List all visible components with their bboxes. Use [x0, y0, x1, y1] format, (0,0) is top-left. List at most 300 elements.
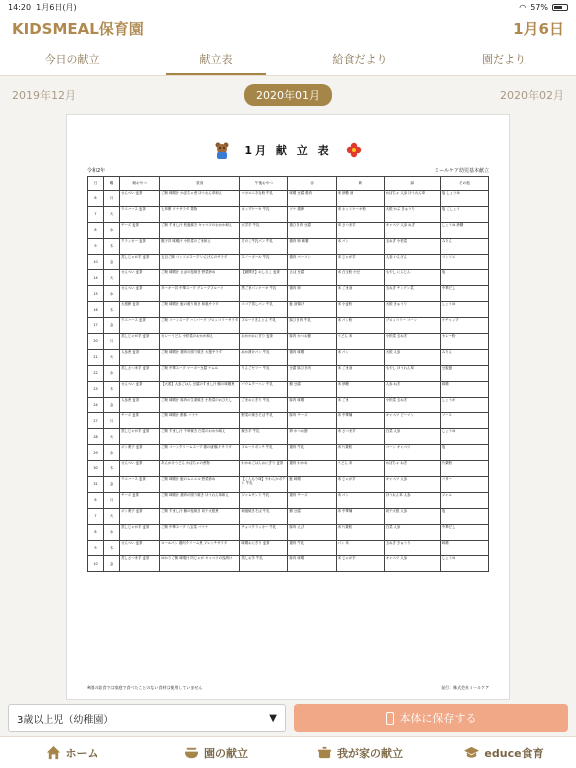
tab-today-menu[interactable]: 今日の献立	[44, 52, 100, 66]
cell-green: もやし ほうれん草	[384, 365, 440, 381]
cell-am-snack: せんべい 麦茶	[120, 540, 160, 556]
cell-other: 塩 こしょう	[440, 206, 488, 222]
cell-red: 鯖 豆腐	[288, 508, 336, 524]
cell-am-snack: せんべい 麦茶	[120, 270, 160, 286]
table-row	[88, 540, 489, 556]
col-green: 緑	[384, 177, 440, 191]
cell-am-snack: ボン菓子 麦茶	[120, 445, 160, 461]
cell-lunch: ご飯 コーンクリームスープ 鶏の唐揚げ サラダ	[160, 445, 240, 461]
table-row	[88, 429, 489, 445]
cell-red: 鶏肉 牛乳	[288, 445, 336, 461]
cell-am-snack: 蒸しじゃが芋 麦茶	[120, 524, 160, 540]
cell-lunch: ご飯 すまし汁 松風焼き キャベツのおかか和え	[160, 222, 240, 238]
month-selector	[0, 76, 576, 114]
cell-green: かぼちゃ 人参 ほうれん草	[384, 191, 440, 207]
cell-yellow: 米 パン	[336, 238, 384, 254]
cell-red: 鶏肉 牛乳	[288, 540, 336, 556]
battery-icon	[552, 4, 568, 11]
table-row	[88, 508, 489, 524]
cell-lunch: 五目ご飯 コンソメスープ いんげんのサラダ	[160, 254, 240, 270]
table-row	[88, 222, 489, 238]
cell-weekday: 水	[104, 524, 120, 540]
table-row	[88, 286, 489, 302]
cell-red: 鯖 豆腐	[288, 381, 336, 397]
cell-am-snack: クラッカー 麦茶	[120, 238, 160, 254]
cell-lunch: ロールパン 鶏肉クリーム煮 フレンチサラダ	[160, 540, 240, 556]
cell-weekday: 火	[104, 429, 120, 445]
cell-pm-snack: りんごゼリー 牛乳	[240, 365, 288, 381]
document-footer	[87, 685, 489, 691]
cell-other: しょうゆ	[440, 302, 488, 318]
cell-yellow: うどん 米	[336, 334, 384, 350]
cell-red: ツナ 鶏卵	[288, 206, 336, 222]
cell-other: みりん	[440, 349, 488, 365]
app-bar	[0, 14, 576, 42]
cell-yellow: 米 ごま	[336, 397, 384, 413]
cell-other: 中華だし	[440, 524, 488, 540]
cell-pm-snack: ごまおにぎり 牛乳	[240, 397, 288, 413]
cell-yellow: 米 砂糖 油	[336, 191, 384, 207]
cell-weekday: 木	[104, 381, 120, 397]
table-row	[88, 413, 489, 429]
table-row	[88, 238, 489, 254]
cell-pm-snack: 焼き芋 牛乳	[240, 429, 288, 445]
status-bar	[0, 0, 576, 14]
col-day: 日	[88, 177, 104, 191]
cell-red: 豚肉 チーズ	[288, 413, 336, 429]
cell-other: 豆板醤	[440, 365, 488, 381]
dropdown-arrow-icon: ▼	[269, 712, 277, 724]
next-month[interactable]: 2020年02月	[500, 89, 564, 102]
status-day: 1月6日(月)	[36, 2, 77, 12]
cell-weekday: 金	[104, 397, 120, 413]
table-row	[88, 556, 489, 572]
cell-lunch: ご飯 味噌汁 かぼちゃ煮 ほうれん草和え	[160, 191, 240, 207]
cell-yellow: パン 米	[336, 540, 384, 556]
table-row	[88, 334, 489, 350]
table-row	[88, 270, 489, 286]
publisher-label: ミールケア幼児基本献立	[434, 168, 489, 174]
document-meta	[87, 167, 489, 174]
cell-weekday: 火	[104, 349, 120, 365]
cell-other: カレー粉	[440, 334, 488, 350]
cell-yellow: 米 じゃが芋	[336, 556, 384, 572]
cell-pm-snack: おかかおにぎり 麦茶	[240, 334, 288, 350]
cell-lunch: ご飯 コーンスープ ハンバーグ ブロッコリーサラダ	[160, 318, 240, 334]
cell-weekday: 木	[104, 238, 120, 254]
cell-weekday: 木	[104, 540, 120, 556]
cell-day: 20	[88, 334, 104, 350]
cell-other: 味噌	[440, 381, 488, 397]
cell-lunch: 【大寒】人参ごはん 豆腐のすまし汁 鯖の味噌煮	[160, 381, 240, 397]
cell-red: 鶏肉 わかめ	[288, 461, 336, 477]
cell-day: 6	[88, 191, 104, 207]
cell-lunch: ご飯 中華スープ 八宝菜 バナナ	[160, 524, 240, 540]
cell-am-snack: せんべい 麦茶	[120, 191, 160, 207]
cell-day: 6	[88, 492, 104, 508]
cell-green: 大根 かぶ きゅうり	[384, 206, 440, 222]
cell-other: みりん	[440, 238, 488, 254]
cell-lunch: ご飯 中華スープ マーボー豆腐 ナムル	[160, 365, 240, 381]
cell-yellow: 米 砂糖	[336, 381, 384, 397]
cell-lunch: カレーうどん 小松菜のおかか和え	[160, 334, 240, 350]
cell-other: 片栗粉	[440, 461, 488, 477]
save-to-device-button[interactable]	[294, 704, 568, 732]
table-row	[88, 445, 489, 461]
cell-green: 玉ねぎ チンゲン菜	[384, 286, 440, 302]
cell-other: しょうゆ 砂糖	[440, 222, 488, 238]
cell-am-snack: 蒸しじゃが芋 麦茶	[120, 254, 160, 270]
table-row	[88, 397, 489, 413]
cell-day: 8	[88, 222, 104, 238]
cell-am-snack: 蒸しじゃが芋 麦茶	[120, 334, 160, 350]
cell-am-snack: ウエハース 麦茶	[120, 318, 160, 334]
cell-yellow: 米 パン	[336, 492, 384, 508]
cell-pm-snack: 蒸しお芋 牛乳	[240, 556, 288, 572]
cell-red: 豚ひき肉 牛乳	[288, 318, 336, 334]
table-row	[88, 461, 489, 477]
cell-green: かぼちゃ ねぎ	[384, 461, 440, 477]
cell-red: 鶏肉 卵 味噌	[288, 238, 336, 254]
cell-red: 鶏肉 チーズ	[288, 492, 336, 508]
cell-green: 大根 きゅうり	[384, 302, 440, 318]
cell-yellow: 米 パン粉	[336, 318, 384, 334]
cell-green: ほうれん草 人参	[384, 492, 440, 508]
cell-weekday: 水	[104, 365, 120, 381]
table-row	[88, 318, 489, 334]
cell-am-snack: チーズ 麦茶	[120, 222, 160, 238]
cell-green: 白菜 人参	[384, 524, 440, 540]
cell-day: 7	[88, 206, 104, 222]
cell-pm-snack: わかめごはんおにぎり 麦茶	[240, 461, 288, 477]
cell-pm-snack: 黒ごまパンケーキ 牛乳	[240, 286, 288, 302]
nav-school-menu-label: 園の献立	[204, 746, 248, 760]
cell-weekday: 火	[104, 270, 120, 286]
nav-school-menu[interactable]	[144, 737, 288, 768]
phone-icon	[386, 712, 394, 725]
cell-yellow: 米 中華麺	[336, 413, 384, 429]
cell-day: 9	[88, 540, 104, 556]
cell-weekday: 木	[104, 461, 120, 477]
cell-am-snack: 蒸しさつま芋 麦茶	[120, 556, 160, 572]
cell-am-snack: 人参煮 麦茶	[120, 349, 160, 365]
cell-yellow: 米 さつま芋	[336, 222, 384, 238]
cell-am-snack: せんべい 麦茶	[120, 461, 160, 477]
cell-other: コンソメ	[440, 254, 488, 270]
cell-lunch: ゆかりご飯 味噌汁 肉じゃが キャベツの浅漬け	[160, 556, 240, 572]
col-yellow: 黄	[336, 177, 384, 191]
cell-pm-snack: フルーツポンチ 牛乳	[240, 445, 288, 461]
table-row	[88, 524, 489, 540]
table-row	[88, 349, 489, 365]
age-group-select[interactable]	[8, 704, 286, 732]
cell-day: 23	[88, 381, 104, 397]
cell-weekday: 水	[104, 286, 120, 302]
nav-home-menu[interactable]	[288, 737, 432, 768]
cell-pm-snack: 大学芋 牛乳	[240, 222, 288, 238]
cell-yellow: 米 白玉粉 小豆	[336, 270, 384, 286]
menu-table	[87, 176, 489, 572]
cell-red: 鶏肉 ベーコン	[288, 254, 336, 270]
tab-school-letter[interactable]: 園だより	[482, 52, 526, 66]
cell-green: 大根 人参	[384, 349, 440, 365]
home-icon	[46, 745, 61, 760]
cell-red: 味噌 豆腐 鶏肉	[288, 191, 336, 207]
cell-lunch: 親子丼 味噌汁 小松菜のごま和え	[160, 238, 240, 254]
nav-home[interactable]	[0, 737, 144, 768]
cell-pm-snack: カップケーキ 牛乳	[240, 206, 288, 222]
cell-weekday: 月	[104, 334, 120, 350]
cell-other: 塩	[440, 270, 488, 286]
age-group-value: 3歳以上児（幼稚園）	[17, 714, 114, 726]
cell-green: キャベツ 人参	[384, 556, 440, 572]
cell-green: キャベツ ピーマン	[384, 413, 440, 429]
cell-pm-snack: 野菜の焼きそば 牛乳	[240, 413, 288, 429]
nav-educe-label: educe食育	[484, 746, 544, 760]
era-label: 令和2年	[87, 168, 106, 174]
flower-icon	[346, 142, 362, 158]
cell-other: しょうゆ	[440, 556, 488, 572]
cell-green: 切干大根 人参	[384, 508, 440, 524]
cell-day: 8	[88, 524, 104, 540]
cell-weekday: 水	[104, 445, 120, 461]
bowl-icon	[184, 745, 199, 760]
col-red: 赤	[288, 177, 336, 191]
cell-am-snack: チーズ 麦茶	[120, 413, 160, 429]
cell-other: バター	[440, 477, 488, 493]
nav-home-label: ホーム	[65, 746, 99, 760]
cell-other: ジャム	[440, 492, 488, 508]
cell-day: 24	[88, 397, 104, 413]
cell-lunch: ご飯 すまし汁 鯖の塩焼き 切干大根煮	[160, 508, 240, 524]
cell-red: 豚肉 かつお節	[288, 334, 336, 350]
cell-other: 塩	[440, 445, 488, 461]
cell-weekday: 金	[104, 254, 120, 270]
cell-red: 豆腐 豚ひき肉	[288, 365, 336, 381]
table-header-row	[88, 177, 489, 191]
cell-lunch: 七草粥 ツナサラダ 果物	[160, 206, 240, 222]
cell-other: しょうが	[440, 397, 488, 413]
cell-day: 15	[88, 286, 104, 302]
cell-green: 玉ねぎ きゅうり	[384, 540, 440, 556]
table-row	[88, 381, 489, 397]
cell-red: 鮭 油揚げ	[288, 302, 336, 318]
cell-am-snack: チーズ 麦茶	[120, 492, 160, 508]
cell-red: さば 豆腐	[288, 270, 336, 286]
cell-pm-snack: フルーツきんとん 牛乳	[240, 318, 288, 334]
cell-green: ブロッコリー コーン	[384, 318, 440, 334]
cell-weekday: 水	[104, 222, 120, 238]
cell-am-snack: ボン菓子 麦茶	[120, 508, 160, 524]
cell-red: 豚肉 味噌	[288, 397, 336, 413]
cell-green: キャベツ 人参 ねぎ	[384, 222, 440, 238]
cell-lunch: ターキー丼 中華スープ グレープフルーツ	[160, 286, 240, 302]
cell-pm-snack: 【こんもり味】やわらかポテト 牛乳	[240, 477, 288, 493]
cell-yellow: 米 さつま芋	[336, 429, 384, 445]
cell-pm-snack: 【鏡開き】おしるこ 麦茶	[240, 270, 288, 286]
cell-pm-snack: 味噌おにぎり 麦茶	[240, 540, 288, 556]
cell-pm-snack: ココア蒸しパン 牛乳	[240, 302, 288, 318]
cell-pm-snack: 和風焼きそば 牛乳	[240, 508, 288, 524]
cell-pm-snack: ぬか漬けパン 牛乳	[240, 349, 288, 365]
cell-yellow: うどん 米	[336, 461, 384, 477]
cell-day: 14	[88, 270, 104, 286]
cell-red: 鶏肉 卵	[288, 286, 336, 302]
table-row	[88, 477, 489, 493]
tab-menu-table[interactable]: 献立表	[144, 42, 288, 75]
cell-weekday: 金	[104, 318, 120, 334]
document-viewer[interactable]	[0, 114, 576, 700]
cell-pm-snack: ジャムサンド 牛乳	[240, 492, 288, 508]
cell-weekday: 木	[104, 302, 120, 318]
cell-day: 7	[88, 508, 104, 524]
cell-yellow: 米 じゃが芋	[336, 477, 384, 493]
cell-red: 鶏ひき肉 豆腐	[288, 222, 336, 238]
save-label: 本体に保存する	[399, 712, 477, 725]
cell-am-snack: ウエハース 麦茶	[120, 477, 160, 493]
company-label: 発行：株式会社ミールケア	[441, 685, 489, 690]
cell-lunch: ご飯 味噌汁 さばの塩焼き 野菜炒め	[160, 270, 240, 286]
cell-green: 人参 ねぎ	[384, 381, 440, 397]
cell-day: 22	[88, 365, 104, 381]
tab-lunch-letter[interactable]: 給食だより	[332, 52, 388, 66]
cell-red: 鶏肉 味噌	[288, 349, 336, 365]
cell-yellow: 米 ごま油	[336, 365, 384, 381]
cell-other: ソース	[440, 413, 488, 429]
cell-lunch: あんかけうどん かぼちゃの煮物	[160, 461, 240, 477]
cell-green: 白菜 人参	[384, 429, 440, 445]
cell-other: 味噌	[440, 540, 488, 556]
tab-bar	[0, 42, 576, 76]
cell-lunch: ご飯 味噌汁 酢豚 バナナ	[160, 413, 240, 429]
cell-pm-snack: バウムクーヘン 牛乳	[240, 381, 288, 397]
graduation-cap-icon	[464, 745, 479, 760]
document-title: 1月 献 立 表	[244, 144, 332, 157]
cell-red: 豚肉 えび	[288, 524, 336, 540]
cell-yellow: 米 小麦粉	[336, 302, 384, 318]
cell-green: もやし にんじん	[384, 270, 440, 286]
cell-other: 塩 しょうゆ	[440, 191, 488, 207]
cell-weekday: 火	[104, 206, 120, 222]
nav-home-menu-label: 我が家の献立	[337, 746, 403, 760]
cell-pm-snack: スノーボール 牛乳	[240, 254, 288, 270]
cell-lunch: ご飯 味噌汁 鶏肉の照り焼き ほうれん草和え	[160, 492, 240, 508]
cell-other: 塩	[440, 508, 488, 524]
cell-am-snack: 蒸しじゃが芋 麦茶	[120, 429, 160, 445]
wifi-icon: ◠	[519, 2, 527, 12]
col-other: その他	[440, 177, 488, 191]
table-row	[88, 302, 489, 318]
cell-weekday: 月	[104, 492, 120, 508]
table-row	[88, 365, 489, 381]
cell-lunch: ご飯 味噌汁 豚肉の生姜焼き 小松菜のおひたし	[160, 397, 240, 413]
cell-day: 31	[88, 477, 104, 493]
cell-pm-snack: チョコクラッカー 牛乳	[240, 524, 288, 540]
cell-am-snack: 蒸しさつま芋 麦茶	[120, 365, 160, 381]
col-pm-snack: 午後おやつ	[240, 177, 288, 191]
prev-month[interactable]: 2019年12月	[12, 89, 76, 102]
pot-icon	[317, 745, 332, 760]
action-bar	[0, 700, 576, 736]
bear-icon	[214, 141, 230, 159]
cell-am-snack: せんべい 麦茶	[120, 381, 160, 397]
cell-lunch: ご飯 味噌汁 鮭のムニエル 野菜炒め	[160, 477, 240, 493]
cell-am-snack: ウエハース 麦茶	[120, 206, 160, 222]
cell-am-snack: せんべい 麦茶	[120, 286, 160, 302]
cell-weekday: 月	[104, 413, 120, 429]
cell-day: 30	[88, 461, 104, 477]
cell-yellow: 米 パン	[336, 349, 384, 365]
app-title: KIDSMEAL保育園	[12, 19, 144, 38]
cell-day: 21	[88, 349, 104, 365]
cell-day: 9	[88, 238, 104, 254]
cell-lunch: ご飯 味噌汁 鶏肉の照り焼き 大根サラダ	[160, 349, 240, 365]
cell-yellow: 米 片栗粉	[336, 524, 384, 540]
col-lunch: 昼食	[160, 177, 240, 191]
cell-day: 17	[88, 318, 104, 334]
nav-educe[interactable]	[432, 737, 576, 768]
cell-pm-snack: そのこ牛乳パン 牛乳	[240, 238, 288, 254]
cell-day: 10	[88, 556, 104, 572]
cell-green: キャベツ 人参	[384, 477, 440, 493]
cell-green: コーン キャベツ	[384, 445, 440, 461]
cell-yellow: 米 片栗粉	[336, 445, 384, 461]
cell-day: 16	[88, 302, 104, 318]
current-month: 2020年01月	[244, 84, 332, 106]
bottom-nav	[0, 736, 576, 768]
cell-yellow: 米 ホットケーキ粉	[336, 206, 384, 222]
cell-weekday: 金	[104, 477, 120, 493]
table-row	[88, 254, 489, 270]
cell-weekday: 月	[104, 191, 120, 207]
cell-other: しょうゆ	[440, 429, 488, 445]
menu-document	[66, 114, 510, 700]
battery-percent: 57%	[530, 2, 548, 12]
cell-day: 28	[88, 429, 104, 445]
cell-yellow: 米 じゃが芋	[336, 254, 384, 270]
menu-table-body	[88, 191, 489, 572]
cell-day: 10	[88, 254, 104, 270]
cell-weekday: 火	[104, 508, 120, 524]
cell-red: 鮭 味噌	[288, 477, 336, 493]
table-row	[88, 206, 489, 222]
document-header	[87, 139, 489, 161]
table-row	[88, 191, 489, 207]
cell-am-snack: 人参煮 麦茶	[120, 397, 160, 413]
cell-other: 中華だし	[440, 286, 488, 302]
cell-green: 小松菜 玉ねぎ	[384, 397, 440, 413]
cell-pm-snack: マカロニきな粉 牛乳	[240, 191, 288, 207]
app-date: 1月6日	[513, 19, 564, 38]
table-row	[88, 492, 489, 508]
cell-green: 小松菜 玉ねぎ	[384, 334, 440, 350]
cell-red: 卵 かつお節	[288, 429, 336, 445]
cell-am-snack: 大根餅 麦茶	[120, 302, 160, 318]
col-am-snack: 朝おやつ	[120, 177, 160, 191]
cell-green: 玉ねぎ 小松菜	[384, 238, 440, 254]
cell-day: 29	[88, 445, 104, 461]
cell-yellow: 米 ごま油	[336, 286, 384, 302]
cell-day: 27	[88, 413, 104, 429]
cell-lunch: ご飯 すまし汁 千草焼き 白菜のおかか和え	[160, 429, 240, 445]
cell-yellow: 米 中華麺	[336, 508, 384, 524]
col-weekday: 曜	[104, 177, 120, 191]
status-time: 14:20	[8, 2, 32, 12]
cell-lunch: ご飯 味噌汁 鮭の照り焼き 和風サラダ	[160, 302, 240, 318]
footnote: ※園の給食では家庭で食べたことのない食材は使用していません	[87, 685, 203, 690]
cell-other: ケチャップ	[440, 318, 488, 334]
cell-red: 豚肉 味噌	[288, 556, 336, 572]
